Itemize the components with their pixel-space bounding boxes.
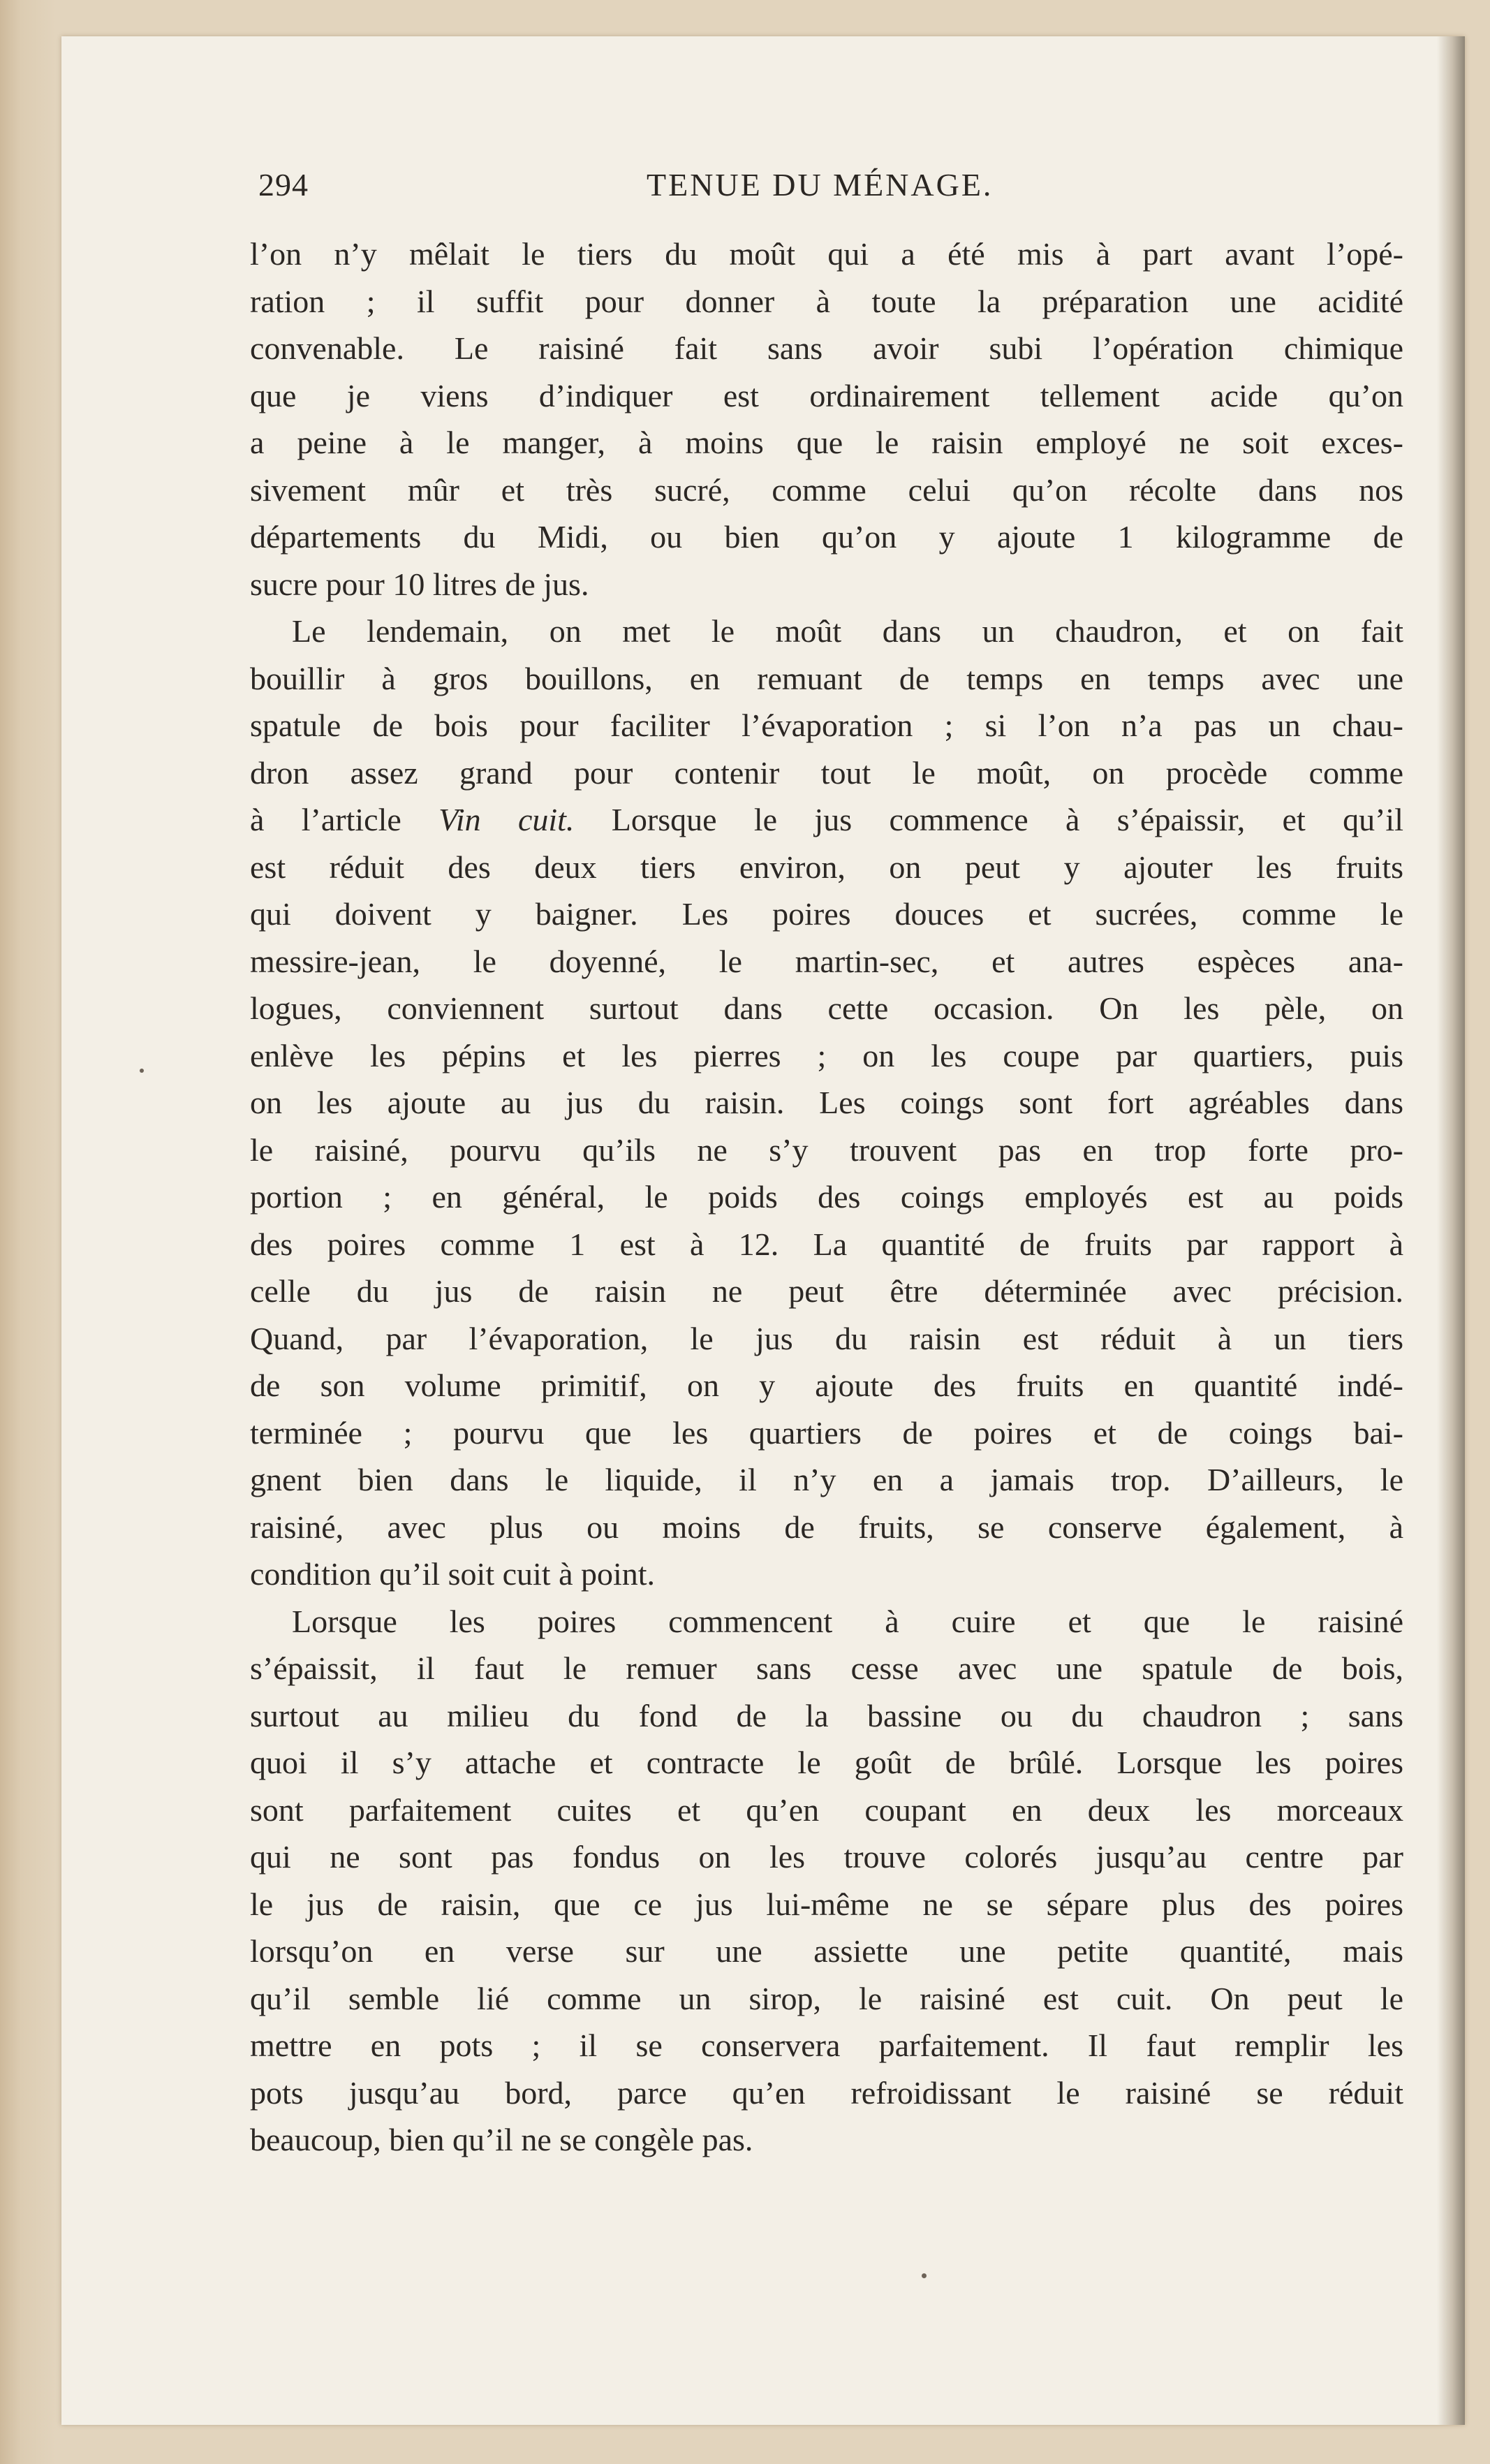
page-edge-shadow [1437,36,1465,2425]
text-line: convenable. Le raisiné fait sans avoir subi l’opération chimique [250,330,1403,366]
text-line: qu’il semble lié comme un sirop, le raisiné est cuit. On peut le [250,1980,1403,2016]
text-line: Quand, par l’évaporation, le jus du raisin est réduit à un tiers [250,1320,1403,1356]
text-line: terminée ; pourvu que les quartiers de poires et de coings bai- [250,1414,1403,1451]
paragraph-2 [250,608,1403,1598]
text-line: de son volume primitif, on y ajoute des fruits en quantité indé- [250,1367,1403,1403]
page-number: 294 [258,167,309,203]
text-line: mettre en pots ; il se conservera parfaitement. Il faut remplir les [250,2027,1403,2063]
text-line: logues, conviennent surtout dans cette occasion. On les pèle, on [250,990,1403,1026]
text-line: s’épaissit, il faut le remuer sans cesse avec une spatule de bois, [250,1650,1403,1686]
text-line: départements du Midi, ou bien qu’on y ajoute 1 kilogramme de [250,519,1403,555]
text-line: portion ; en général, le poids des coings employés est au poids [250,1179,1403,1215]
text-line: dron assez grand pour contenir tout le moût, on procède comme [250,754,1403,791]
text-line: sucre pour 10 litres de jus. [250,566,589,602]
running-header [258,166,1040,215]
text-line: est réduit des deux tiers environ, on peut y ajouter les fruits [250,849,1403,885]
text-line: surtout au milieu du fond de la bassine ou du chaudron ; sans [250,1697,1403,1733]
text-line: que je viens d’indiquer est ordinairement tellement acide qu’on [250,377,1403,413]
stray-ink-mark [922,2273,927,2278]
text-line: gnent bien dans le liquide, il n’y en a jamais trop. D’ailleurs, le [250,1462,1403,1497]
text-line: qui ne sont pas fondus on les trouve colorés jusqu’au centre par [250,1839,1403,1875]
text-segment: Lorsque le jus commence à s’épaissir, et qu’il [574,802,1403,837]
text-line: le jus de raisin, que ce jus lui-même ne se sépare plus des poires [250,1886,1403,1922]
text-line: sivement mûr et très sucré, comme celui qu’on récolte dans nos [250,471,1403,508]
text-line: des poires comme 1 est à 12. La quantité de fruits par rapport à [250,1226,1403,1262]
text-line-with-italic [250,796,1403,844]
text-line: condition qu’il soit cuit à point. [250,1556,656,1592]
text-line: le raisiné, pourvu qu’ils ne s’y trouvent pas en trop forte pro- [250,1131,1403,1168]
text-line: a peine à le manger, à moins que le raisin employé ne soit exces- [250,425,1403,460]
text-line: qui doivent y baigner. Les poires douces et sucrées, comme le [250,896,1403,932]
text-line: pots jusqu’au bord, parce qu’en refroidissant le raisiné se réduit [250,2074,1403,2111]
text-line: l’on n’y mêlait le tiers du moût qui a été mis à part avant l’opé- [250,236,1403,272]
paragraph-1 [250,230,1403,608]
text-line: Lorsque les poires commencent à cuire et que le raisiné [292,1603,1403,1639]
text-line: ration ; il suffit pour donner à toute la préparation une acidité [250,283,1403,319]
text-line: spatule de bois pour faciliter l’évaporation ; si l’on n’a pas un chau- [250,707,1403,743]
text-line: Le lendemain, on met le moût dans un chaudron, et on fait [292,613,1403,649]
text-line: beaucoup, bien qu’il ne se congèle pas. [250,2122,753,2157]
text-segment: à l’article [250,802,401,837]
text-line: messire-jean, le doyenné, le martin-sec, et autres espèces ana- [250,943,1403,979]
text-line: on les ajoute au jus du raisin. Les coings sont fort agréables dans [250,1085,1403,1120]
text-line: celle du jus de raisin ne peut être déterminée avec précision. [250,1273,1403,1309]
text-line: enlève les pépins et les pierres ; on les coupe par quartiers, puis [250,1037,1403,1073]
text-line: bouillir à gros bouillons, en remuant de temps en temps avec une [250,660,1403,696]
running-title: TENUE DU MÉNAGE. [647,167,994,203]
text-line: sont parfaitement cuites et qu’en coupant en deux les morceaux [250,1791,1403,1828]
italic-reference: Vin cuit. [438,802,575,837]
body-text [250,230,1403,2164]
text-line: raisiné, avec plus ou moins de fruits, se conserve également, à [250,1509,1403,1545]
stray-ink-mark [140,1069,144,1073]
text-line: lorsqu’on en verse sur une assiette une petite quantité, mais [250,1933,1403,1969]
paragraph-3 [250,1598,1403,2164]
text-line: quoi il s’y attache et contracte le goût de brûlé. Lorsque les poires [250,1745,1403,1780]
